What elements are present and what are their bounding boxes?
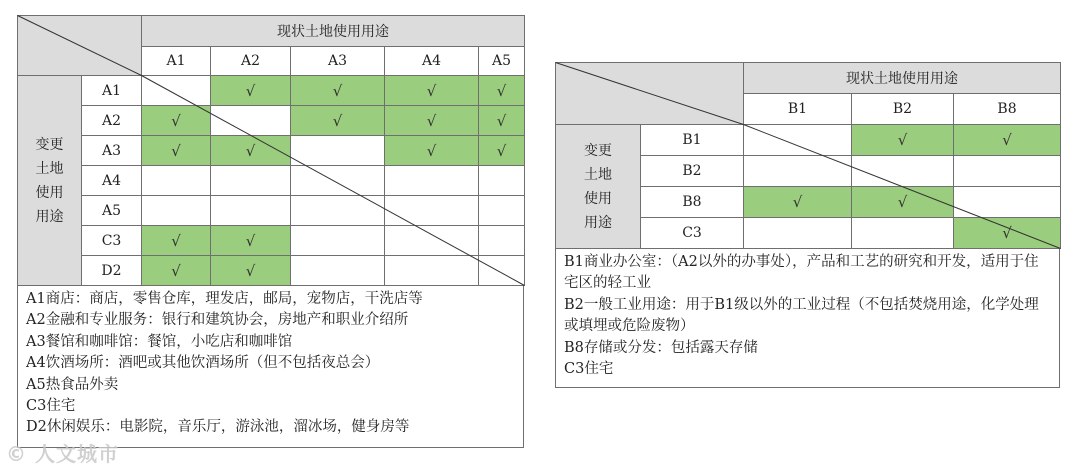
table-corner [18, 16, 142, 76]
allowed-change-cell [385, 136, 479, 166]
allowed-change-cell [291, 76, 385, 106]
allowed-change-cell [954, 125, 1061, 156]
not-allowed-cell [385, 166, 479, 196]
side-label-line: 变更 [584, 142, 612, 159]
allowed-change-cell [479, 136, 525, 166]
legend-entry: D2休闲娱乐：电影院，音乐厅，游泳池，溜冰场，健身房等 [26, 419, 410, 436]
allowed-change-cell [852, 125, 954, 156]
not-allowed-cell [211, 196, 291, 226]
table-row [18, 226, 525, 256]
not-allowed-cell [142, 166, 211, 196]
allowed-change-cell [211, 256, 291, 286]
table-row [18, 136, 525, 166]
legend-entry: B2一般工业用途：用于B1级以外的工业过程（不包括焚烧用途，化学处理或填埋或危险废物） [564, 296, 1039, 335]
allowed-change-cell [852, 187, 954, 218]
allowed-change-cell [291, 106, 385, 136]
column-header: A4 [385, 47, 479, 76]
not-allowed-cell [385, 256, 479, 286]
legend-entry: C3住宅 [564, 361, 614, 378]
side-label-line: 用途 [584, 214, 612, 231]
row-header: A1 [82, 76, 142, 106]
left-legend [17, 286, 524, 448]
table-row [18, 166, 525, 196]
allowed-change-cell [479, 106, 525, 136]
allowed-change-cell [142, 136, 211, 166]
changed-use-side-label [18, 76, 82, 286]
row-header: A2 [82, 106, 142, 136]
watermark-text: © 人文城市 [6, 442, 119, 466]
not-allowed-cell [744, 156, 852, 187]
side-label-line: 土地 [35, 160, 64, 177]
allowed-change-cell [211, 76, 291, 106]
left-conversion-table [17, 15, 525, 286]
legend-entry: A4饮酒场所：酒吧或其他饮酒场所（但不包括夜总会） [26, 355, 380, 372]
legend-entry: A2金融和专业服务：银行和建筑协会，房地产和职业介绍所 [26, 312, 409, 329]
row-header: D2 [82, 256, 142, 286]
not-allowed-cell [291, 226, 385, 256]
row-header: B1 [641, 125, 744, 156]
right-conversion-table [555, 62, 1061, 249]
legend-entry: B8存储或分发：包括露天存储 [564, 339, 758, 356]
allowed-change-cell [385, 76, 479, 106]
legend-entry: C3住宅 [26, 398, 76, 415]
allowed-change-cell [142, 106, 211, 136]
side-label-line: 使用 [35, 184, 64, 201]
not-allowed-cell [852, 218, 954, 249]
allowed-change-cell [385, 106, 479, 136]
side-label-line: 使用 [584, 190, 612, 207]
right-conversion-panel [555, 62, 1060, 388]
current-use-header: 现状土地使用用途 [744, 63, 1061, 94]
column-header: B8 [954, 94, 1061, 125]
not-allowed-cell [479, 256, 525, 286]
current-use-header: 现状土地使用用途 [142, 16, 525, 47]
legend-entry: B1商业办公室：（A2以外的办事处），产品和工艺的研究和开发，适用于住宅区的轻工业 [564, 254, 1039, 292]
allowed-change-cell [142, 226, 211, 256]
table-row [556, 125, 1061, 156]
table-row [18, 196, 525, 226]
row-header: B2 [641, 156, 744, 187]
not-allowed-cell [744, 125, 852, 156]
not-allowed-cell [291, 136, 385, 166]
row-header: A5 [82, 196, 142, 226]
not-allowed-cell [142, 76, 211, 106]
allowed-change-cell [211, 136, 291, 166]
column-header: A1 [142, 47, 211, 76]
row-header: C3 [82, 226, 142, 256]
column-header: A3 [291, 47, 385, 76]
column-header: B1 [744, 94, 852, 125]
allowed-change-cell [142, 256, 211, 286]
not-allowed-cell [954, 156, 1061, 187]
not-allowed-cell [852, 156, 954, 187]
column-header: A5 [479, 47, 525, 76]
row-header: A3 [82, 136, 142, 166]
not-allowed-cell [291, 196, 385, 226]
row-header: C3 [641, 218, 744, 249]
not-allowed-cell [479, 166, 525, 196]
row-header: B8 [641, 187, 744, 218]
not-allowed-cell [291, 256, 385, 286]
right-legend [555, 249, 1060, 388]
table-row [18, 256, 525, 286]
allowed-change-cell [954, 218, 1061, 249]
not-allowed-cell [142, 196, 211, 226]
side-label-line: 用途 [35, 208, 64, 225]
left-conversion-panel [17, 15, 524, 448]
not-allowed-cell [479, 226, 525, 256]
not-allowed-cell [211, 106, 291, 136]
legend-entry: A1商店：商店，零售仓库，理发店，邮局，宠物店，干洗店等 [26, 291, 423, 307]
not-allowed-cell [291, 166, 385, 196]
allowed-change-cell [479, 76, 525, 106]
not-allowed-cell [385, 196, 479, 226]
legend-entry: A3餐馆和咖啡馆：餐馆，小吃店和咖啡馆 [26, 333, 293, 350]
not-allowed-cell [954, 187, 1061, 218]
changed-use-side-label [556, 125, 641, 249]
row-header: A4 [82, 166, 142, 196]
column-header: B2 [852, 94, 954, 125]
table-corner [556, 63, 744, 125]
not-allowed-cell [744, 218, 852, 249]
not-allowed-cell [479, 196, 525, 226]
not-allowed-cell [385, 226, 479, 256]
allowed-change-cell [744, 187, 852, 218]
column-header: A2 [211, 47, 291, 76]
side-label-line: 土地 [584, 166, 612, 183]
table-row [18, 106, 525, 136]
allowed-change-cell [211, 226, 291, 256]
table-row [18, 76, 525, 106]
legend-entry: A5热食品外卖 [26, 376, 119, 393]
side-label-line: 变更 [35, 136, 64, 153]
not-allowed-cell [211, 166, 291, 196]
